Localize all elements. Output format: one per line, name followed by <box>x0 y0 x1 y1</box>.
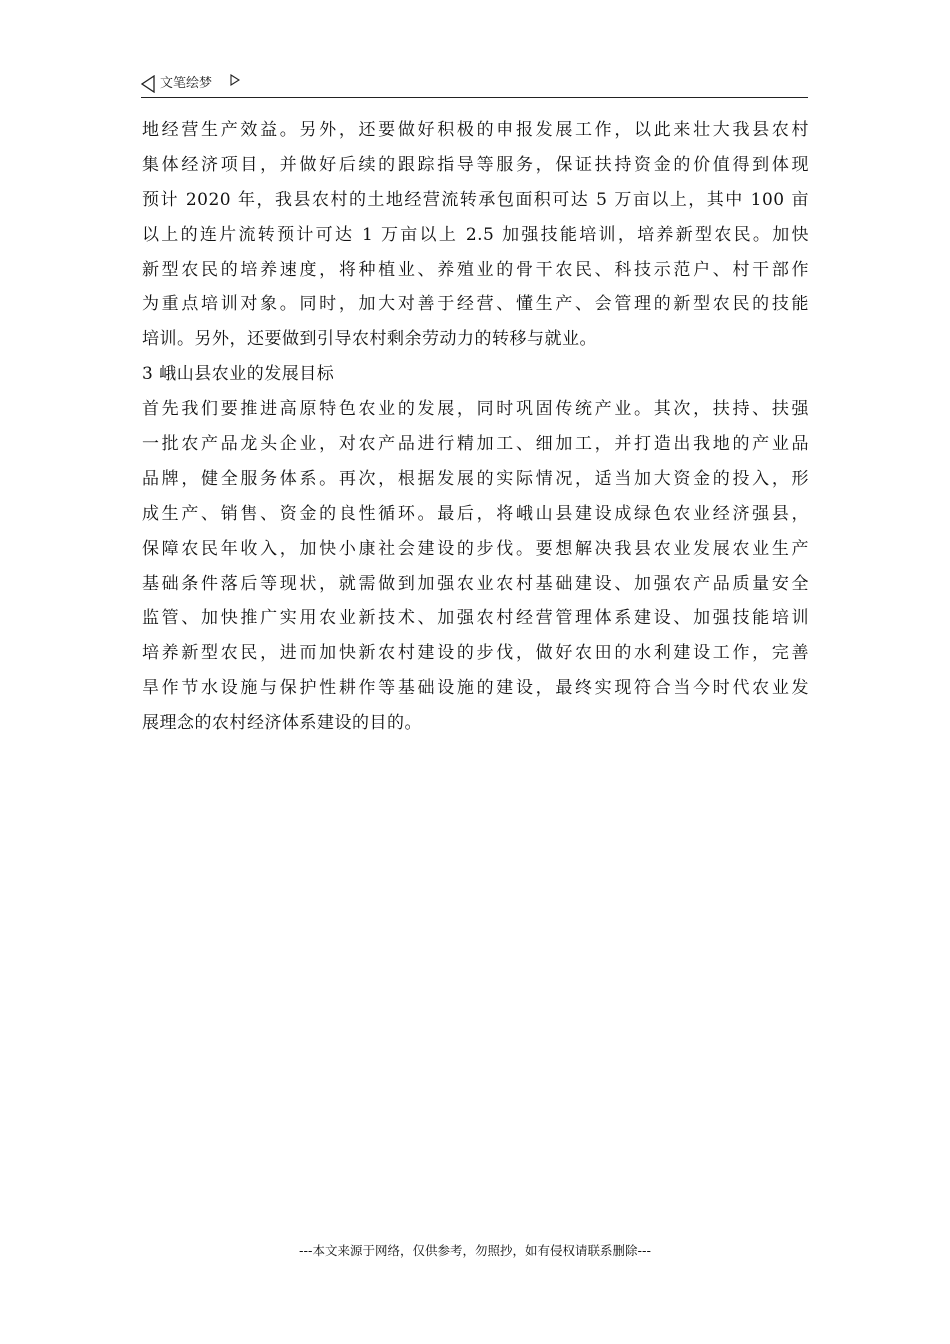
body-line: 为重点培训对象。同时，加大对善于经营、懂生产、会管理的新型农民的技能 <box>142 294 809 315</box>
body-line: 以上的连片流转预计可达 1 万亩以上 2.5 加强技能培训，培养新型农民。加快 <box>142 224 809 245</box>
page-header <box>141 73 808 98</box>
body-line: 培养新型农民，进而加快新农村建设的步伐，做好农田的水利建设工作，完善 <box>142 643 809 664</box>
triangle-right-outline-icon <box>230 74 240 86</box>
body-line: 集体经济项目，并做好后续的跟踪指导等服务，保证扶持资金的价值得到体现 <box>142 154 809 175</box>
page-footer: ---本文来源于网络，仅供参考，勿照抄，如有侵权请联系删除--- <box>298 1243 652 1258</box>
body-line: 培训。另外，还要做到引导农村剩余劳动力的转移与就业。 <box>142 329 597 350</box>
body-line: 品牌，健全服务体系。再次，根据发展的实际情况，适当加大资金的投入，形 <box>142 468 809 489</box>
body-line: 地经营生产效益。另外，还要做好积极的申报发展工作，以此来壮大我县农村 <box>142 120 809 140</box>
body-line: 旱作节水设施与保护性耕作等基础设施的建设，最终实现符合当今时代农业发 <box>142 678 809 699</box>
body-line: 基础条件落后等现状，就需做到加强农业农村基础建设、加强农产品质量安全 <box>142 573 809 594</box>
body-line: 新型农民的培养速度，将种植业、养殖业的骨干农民、科技示范户、村干部作 <box>142 259 809 280</box>
section-heading: 3 峨山县农业的发展目标 <box>142 364 335 385</box>
body-line: 成生产、销售、资金的良性循环。最后，将峨山县建设成绿色农业经济强县， <box>142 503 809 524</box>
body-line: 一批农产品龙头企业，对农产品进行精加工、细加工，并打造出我地的产业品 <box>142 434 809 455</box>
header-title: 文笔绘梦 <box>160 76 213 91</box>
document-body <box>142 113 812 741</box>
body-line: 首先我们要推进高原特色农业的发展，同时巩固传统产业。其次，扶持、扶强 <box>142 399 809 420</box>
body-line: 预计 2020 年，我县农村的土地经营流转承包面积可达 5 万亩以上，其中 100 亩 <box>142 189 809 210</box>
body-line: 保障农民年收入，加快小康社会建设的步伐。要想解决我县农业发展农业生产 <box>142 538 809 559</box>
body-line: 展理念的农村经济体系建设的目的。 <box>142 713 422 734</box>
body-line: 监管、加快推广实用农业新技术、加强农村经营管理体系建设、加强技能培训 <box>142 608 809 629</box>
triangle-left-outline-icon <box>141 75 155 93</box>
